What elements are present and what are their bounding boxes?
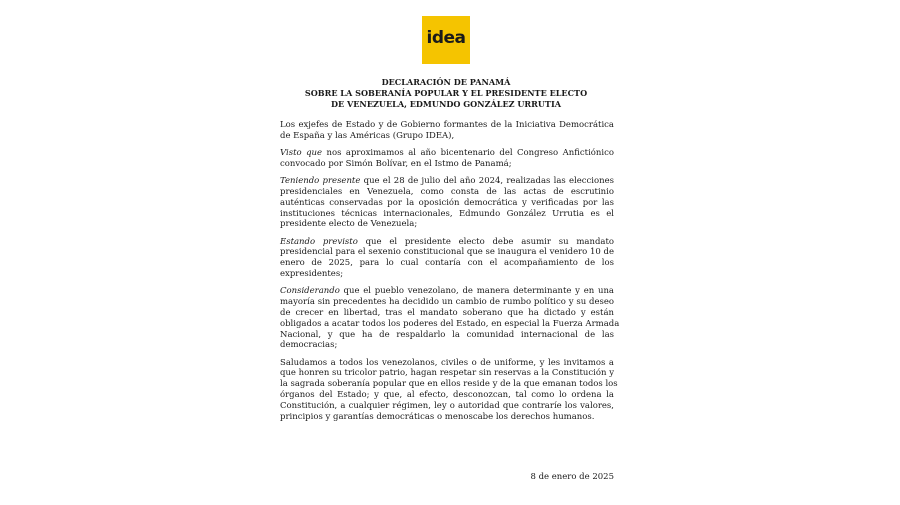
paragraph-line-text: que el pueblo venezolano, de manera determinante y en una <box>339 286 614 297</box>
paragraph-line: Nacional, y que ha de respaldarlo la comunidad internacional de las <box>280 329 614 340</box>
paragraph-lead: Estando previsto <box>280 236 358 247</box>
declaration-date: 8 de enero de 2025 <box>530 472 614 482</box>
paragraph-line: Saludamos a todos los venezolanos, civiles o de uniforme, y les invitamos a <box>280 357 614 368</box>
paragraph-first-line <box>280 148 614 159</box>
paragraph-estando-previsto <box>280 237 614 280</box>
paragraph-line: auténticas conservadas por la oposición democrática y verificadas por las <box>280 197 614 208</box>
paragraph-line: enero de 2025, para lo cual contaría con el acompañamiento de los <box>280 258 614 269</box>
paragraph-line: Constitución, a cualquier régimen, ley o autoridad que contraríe los valores, <box>280 400 614 411</box>
paragraph-line-text: que el 28 de julio del año 2024, realizadas las elecciones <box>360 176 614 187</box>
paragraph-line: expresidentes; <box>280 269 344 280</box>
title-line: DECLARACIÓN DE PANAMÁ <box>381 77 511 87</box>
paragraph-line-text: que el presidente electo debe asumir su mandato <box>357 236 614 247</box>
paragraph-line: que honren su tricolor patrio, hagan respetar sin reservas a la Constitución y <box>280 368 614 379</box>
declaration-body <box>280 120 620 429</box>
paragraph-line: principios y garantías democráticas o menoscabe los derechos humanos. <box>280 411 595 422</box>
paragraph-line-text: nos aproximamos al año bicentenario del Congreso Anfictiónico <box>322 148 614 159</box>
logo-wordmark: idea <box>426 28 466 48</box>
paragraph-line: convocado por Simón Bolívar, en el Istmo de Panamá; <box>280 158 512 169</box>
paragraph-line: presidenciales en Venezuela, como consta de las actas de escrutinio <box>280 186 614 197</box>
title-line: SOBRE LA SOBERANÍA POPULAR Y EL PRESIDENTE ELECTO <box>304 88 588 98</box>
paragraph-line: órganos del Estado; y que, al efecto, desconozcan, tal como lo ordena la <box>280 390 614 401</box>
paragraph-line: presidencial para el sexenio constitucional que se inaugura el venidero 10 de <box>280 247 614 258</box>
paragraph-line: de España y las Américas (Grupo IDEA), <box>280 130 455 141</box>
paragraph-first-line <box>280 286 614 297</box>
title-line: DE VENEZUELA, EDMUNDO GONZÁLEZ URRUTIA <box>330 99 562 109</box>
idea-logo <box>422 16 470 64</box>
paragraph-visto-que <box>280 148 614 170</box>
paragraph-lead: Visto que <box>280 148 323 159</box>
paragraph-lead: Teniendo presente <box>280 176 361 187</box>
paragraph-line: de crecer en libertad, tras el mandato soberano que ha dictado y están <box>280 307 614 318</box>
paragraph-first-line <box>280 176 614 187</box>
paragraph-line: democracias; <box>280 340 338 351</box>
paragraph-teniendo-presente <box>280 176 614 230</box>
paragraph-lead: Considerando <box>280 286 340 297</box>
paragraph-line: mayoría sin precedentes ha decidido un cambio de rumbo político y su deseo <box>280 297 614 308</box>
paragraph-first-line <box>280 237 614 248</box>
paragraph-line: instituciones técnicas internacionales, Edmundo González Urrutia es el <box>280 208 614 219</box>
declaration-title <box>290 77 602 110</box>
paragraph-line: presidente electo de Venezuela; <box>280 219 418 230</box>
paragraph-saludamos <box>280 357 618 423</box>
paragraph-preamble <box>280 120 614 142</box>
paragraph-line: obligados a acatar todos los poderes del Estado, en especial la Fuerza Armada <box>280 318 620 329</box>
paragraph-line: Los exjefes de Estado y de Gobierno formantes de la Iniciativa Democrática <box>280 120 614 130</box>
paragraph-considerando <box>280 286 620 351</box>
paragraph-line: la sagrada soberanía popular que en ellos reside y de la que emanan todos los <box>280 379 618 390</box>
